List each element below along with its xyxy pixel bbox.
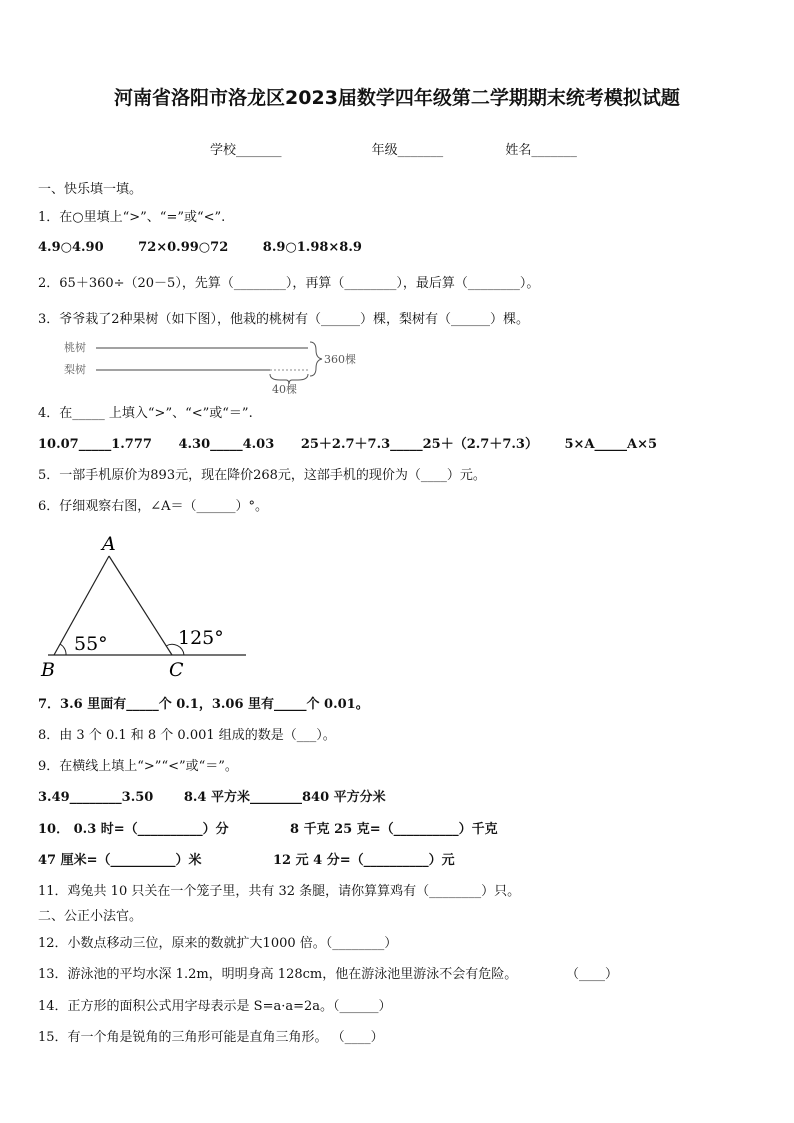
question-11: 11．鸡兔共 10 只关在一个笼子里，共有 32 条腿，请你算算鸡有（________）只。: [38, 884, 521, 899]
q4-item: 4.30_____4.03: [178, 437, 275, 452]
angle-c-label: 125°: [178, 627, 224, 649]
question-4: 4．在_____ 上填入“>”、“<”或“＝”.: [38, 406, 253, 421]
peach-label: 桃树: [64, 341, 86, 354]
q9-item: 8.4 平方米________840 平方分米: [183, 790, 386, 805]
name-field[interactable]: 姓名_______: [505, 143, 577, 158]
question-14: 14．正方形的面积公式用字母表示是 S=a·a=2a。（______）: [38, 999, 392, 1014]
question-4-items: [38, 437, 657, 453]
question-7: 7．3.6 里面有_____个 0.1，3.06 里有_____个 0.01。: [38, 697, 369, 712]
difference-label: 40棵: [272, 383, 297, 394]
question-13: 13．游泳池的平均水深 1.2m，明明身高 128cm，他在游泳池里游泳不会有危险。: [38, 967, 518, 982]
pear-label: 梨树: [64, 363, 86, 376]
section-1-heading: 一、快乐填一填。: [38, 182, 143, 197]
question-13-answer-blank[interactable]: （____）: [566, 967, 619, 982]
q4-item: 5×A_____A×5: [564, 437, 658, 452]
q1-item: 72×0.99○72: [138, 240, 229, 255]
question-5: 5．一部手机原价为893元，现在降价268元，这部手机的现价为（____）元。: [38, 468, 486, 483]
vertex-c-label: C: [169, 659, 184, 680]
q1-item: 8.9○1.98×8.9: [262, 240, 362, 255]
question-10-row-2: 47 厘米=（__________）米: [38, 853, 202, 868]
question-3: 3．爷爷栽了2种果树（如下图），他栽的桃树有（______）棵，梨树有（______）棵。: [38, 312, 530, 327]
grade-field[interactable]: 年级_______: [371, 143, 444, 158]
question-12: 12．小数点移动三位，原来的数就扩大1000 倍。（________）: [38, 936, 398, 951]
q4-item: 10.07_____1.777: [38, 437, 152, 452]
triangle-diagram: [36, 530, 256, 680]
question-1-items: [38, 240, 362, 256]
section-2-heading: 二、公正小法官。: [38, 909, 143, 924]
school-field[interactable]: 学校_______: [210, 143, 282, 158]
question-9: 9．在横线上填上“>”“<”或“＝”。: [38, 759, 238, 774]
question-15: 15．有一个角是锐角的三角形可能是直角三角形。 （____）: [38, 1030, 384, 1045]
question-9-items: [38, 790, 386, 806]
q2-text: 先算（________），再算（________），最后算（________）。: [194, 276, 540, 291]
question-6: 6．仔细观察右图，∠A＝（______）°。: [38, 499, 269, 514]
question-10-row-1b: 8 千克 25 克=（__________）千克: [290, 822, 498, 837]
question-10-row-1: 10． 0.3 时=（__________）分: [38, 822, 229, 837]
question-8: 8．由 3 个 0.1 和 8 个 0.001 组成的数是（___）。: [38, 728, 336, 743]
fruit-tree-diagram: [60, 338, 380, 394]
student-info-row: [210, 143, 577, 159]
vertex-b-label: B: [41, 659, 55, 680]
q2-expression: 2．65＋360÷（20－5），: [38, 276, 195, 291]
q1-item: 4.9○4.90: [38, 240, 104, 255]
q9-item: 3.49________3.50: [38, 790, 154, 805]
vertex-a-label: A: [102, 533, 116, 555]
q4-item: 25＋2.7＋7.3_____25＋（2.7＋7.3）: [300, 437, 538, 452]
page-title: 河南省洛阳市洛龙区2023届数学四年级第二学期期末统考模拟试题: [114, 87, 680, 109]
question-10-row-2b: 12 元 4 分=（__________）元: [273, 853, 455, 868]
angle-b-label: 55°: [74, 633, 108, 655]
total-label: 360棵: [324, 353, 356, 366]
question-2: [38, 276, 539, 292]
question-1: 1．在○里填上“>”、“=”或“<”.: [38, 210, 226, 225]
